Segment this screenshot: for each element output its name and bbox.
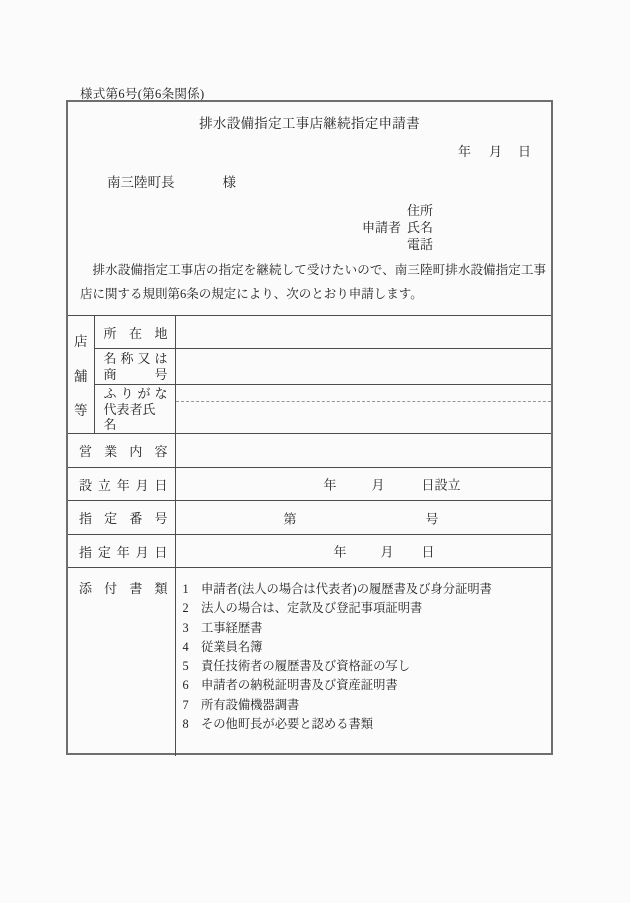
- applicant-label: 申請者: [362, 220, 402, 235]
- attachments-list: [176, 568, 552, 734]
- designation-year-label: 年: [333, 544, 347, 560]
- applicant-name-label: 氏名: [407, 220, 434, 235]
- addressee-name: 南三陸町長: [107, 175, 175, 190]
- establishment-date-field[interactable]: [175, 468, 551, 501]
- establishment-month-label: 月: [371, 477, 385, 493]
- representative-field[interactable]: [176, 402, 552, 433]
- attachment-item: 1 申請者(法人の場合は代表者)の履歴書及び身分証明書: [182, 582, 492, 596]
- attachment-item: 2 法人の場合は、定款及び登記事項証明書: [182, 601, 423, 616]
- designation-day-label: 日: [421, 544, 435, 560]
- designation-date-label: 指 定 年 月 日: [68, 535, 175, 568]
- establishment-day-label: 日設立: [421, 477, 461, 493]
- furigana-label: ふ り が な: [103, 386, 168, 401]
- addressee-line: [107, 171, 236, 191]
- attachment-item: 6 申請者の納税証明書及び資産証明書: [182, 678, 398, 693]
- attachment-item: 4 従業員名簿: [182, 639, 263, 654]
- form-body-text: 排水設備指定工事店の指定を継続して受けたいので、南三陸町排水設備指定工事店に関する規則第6条の規定により、次のとおり申請します。: [80, 263, 546, 301]
- location-field[interactable]: [175, 316, 551, 349]
- shop-group-header: 店 舗 等: [68, 316, 94, 434]
- business-content-field[interactable]: [175, 434, 551, 468]
- date-day-label: 日: [518, 144, 532, 159]
- attachment-item: 3 工事経歴書: [182, 620, 263, 635]
- application-table: [68, 315, 551, 756]
- trade-name-label: 名 称 又 は 商 号: [94, 349, 175, 385]
- furigana-representative-field[interactable]: [175, 385, 551, 434]
- attachment-item: 7 所有設備機器調書: [182, 697, 300, 712]
- addressee-honorific: 様: [222, 175, 236, 190]
- applicant-phone-label: 電話: [407, 237, 434, 252]
- form-box: [66, 100, 553, 755]
- form-title: 排水設備指定工事店継続指定申請書: [199, 116, 420, 131]
- designation-number-field[interactable]: [175, 501, 551, 535]
- furigana-field[interactable]: [176, 385, 552, 402]
- applicant-address-label: 住所: [407, 203, 434, 218]
- attachment-item: 5 責任技術者の履歴書及び資格証の写し: [182, 659, 410, 674]
- representative-label: 代表者氏名: [103, 402, 156, 432]
- establishment-date-label: 設 立 年 月 日: [68, 468, 175, 501]
- form-number: 様式第6号(第6条関係): [80, 87, 205, 101]
- designation-number-label: 指 定 番 号: [68, 501, 175, 535]
- designation-number-suffix: 号: [425, 511, 439, 526]
- designation-date-field[interactable]: [175, 535, 551, 568]
- attachments-list-cell: [175, 568, 551, 756]
- furigana-representative-label: [94, 385, 175, 434]
- location-label: 所 在 地: [94, 316, 175, 349]
- business-content-label: 営 業 内 容: [68, 434, 175, 468]
- attachment-item: 8 その他町長が必要と認める書類: [182, 717, 374, 732]
- establishment-year-label: 年: [323, 477, 337, 493]
- date-month-label: 月: [489, 144, 503, 159]
- attachments-label: 添 付 書 類: [68, 568, 175, 756]
- designation-month-label: 月: [380, 544, 394, 560]
- date-year-label: 年: [458, 144, 472, 159]
- designation-number-prefix: 第: [283, 511, 297, 526]
- trade-name-field[interactable]: [175, 349, 551, 385]
